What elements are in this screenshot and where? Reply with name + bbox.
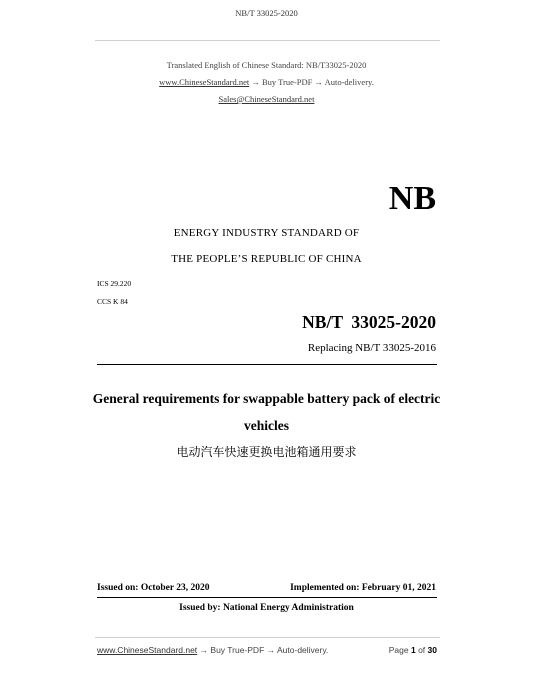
main-title-line2: vehicles — [244, 418, 289, 433]
page-current: 1 — [410, 645, 416, 655]
sales-line — [0, 94, 533, 104]
standard-title-line2: THE PEOPLE’S REPUBLIC OF CHINA — [171, 253, 362, 265]
ccs-code: CCS K 84 — [97, 297, 128, 306]
footer-divider — [95, 637, 440, 638]
header-doc-code: NB/T 33025-2020 — [235, 8, 298, 18]
purchase-line — [0, 77, 533, 87]
main-title-line1: General requirements for swappable battery pack of electric — [92, 391, 441, 406]
issued-on: Issued on: October 23, 2020 — [97, 583, 210, 593]
site-link[interactable]: www.ChineseStandard.net — [159, 77, 250, 87]
purchase-text: → Buy True-PDF → Auto-delivery. — [251, 77, 374, 87]
implemented-on: Implemented on: February 01, 2021 — [290, 583, 436, 593]
page-indicator — [389, 645, 437, 655]
title-divider — [97, 364, 437, 365]
standard-title-line1: ENERGY INDUSTRY STANDARD OF — [173, 227, 360, 239]
sales-email-link[interactable]: Sales@ChineseStandard.net — [218, 94, 315, 104]
translated-notice: Translated English of Chinese Standard: NB/T33025-2020 — [166, 60, 367, 70]
header-divider — [95, 40, 440, 41]
page-label: Page — [388, 645, 409, 655]
ics-code: ICS 29.220 — [97, 279, 132, 288]
replacing-note: Replacing NB/T 33025-2016 — [307, 342, 436, 354]
page-total: 30 — [427, 645, 437, 655]
footer-purchase-text: → Buy True-PDF → Auto-delivery. — [199, 645, 329, 655]
footer-site-link[interactable]: www.ChineseStandard.net — [97, 645, 198, 655]
page-of: of — [418, 645, 426, 655]
footer — [97, 645, 437, 655]
issued-by: Issued by: National Energy Administration — [179, 603, 354, 613]
chinese-title: 电动汽车快速更换电池箱通用要求 — [176, 445, 357, 459]
nb-logo: NB — [388, 180, 436, 217]
issue-divider — [97, 597, 437, 598]
document-number: NB/T 33025-2020 — [302, 312, 436, 332]
